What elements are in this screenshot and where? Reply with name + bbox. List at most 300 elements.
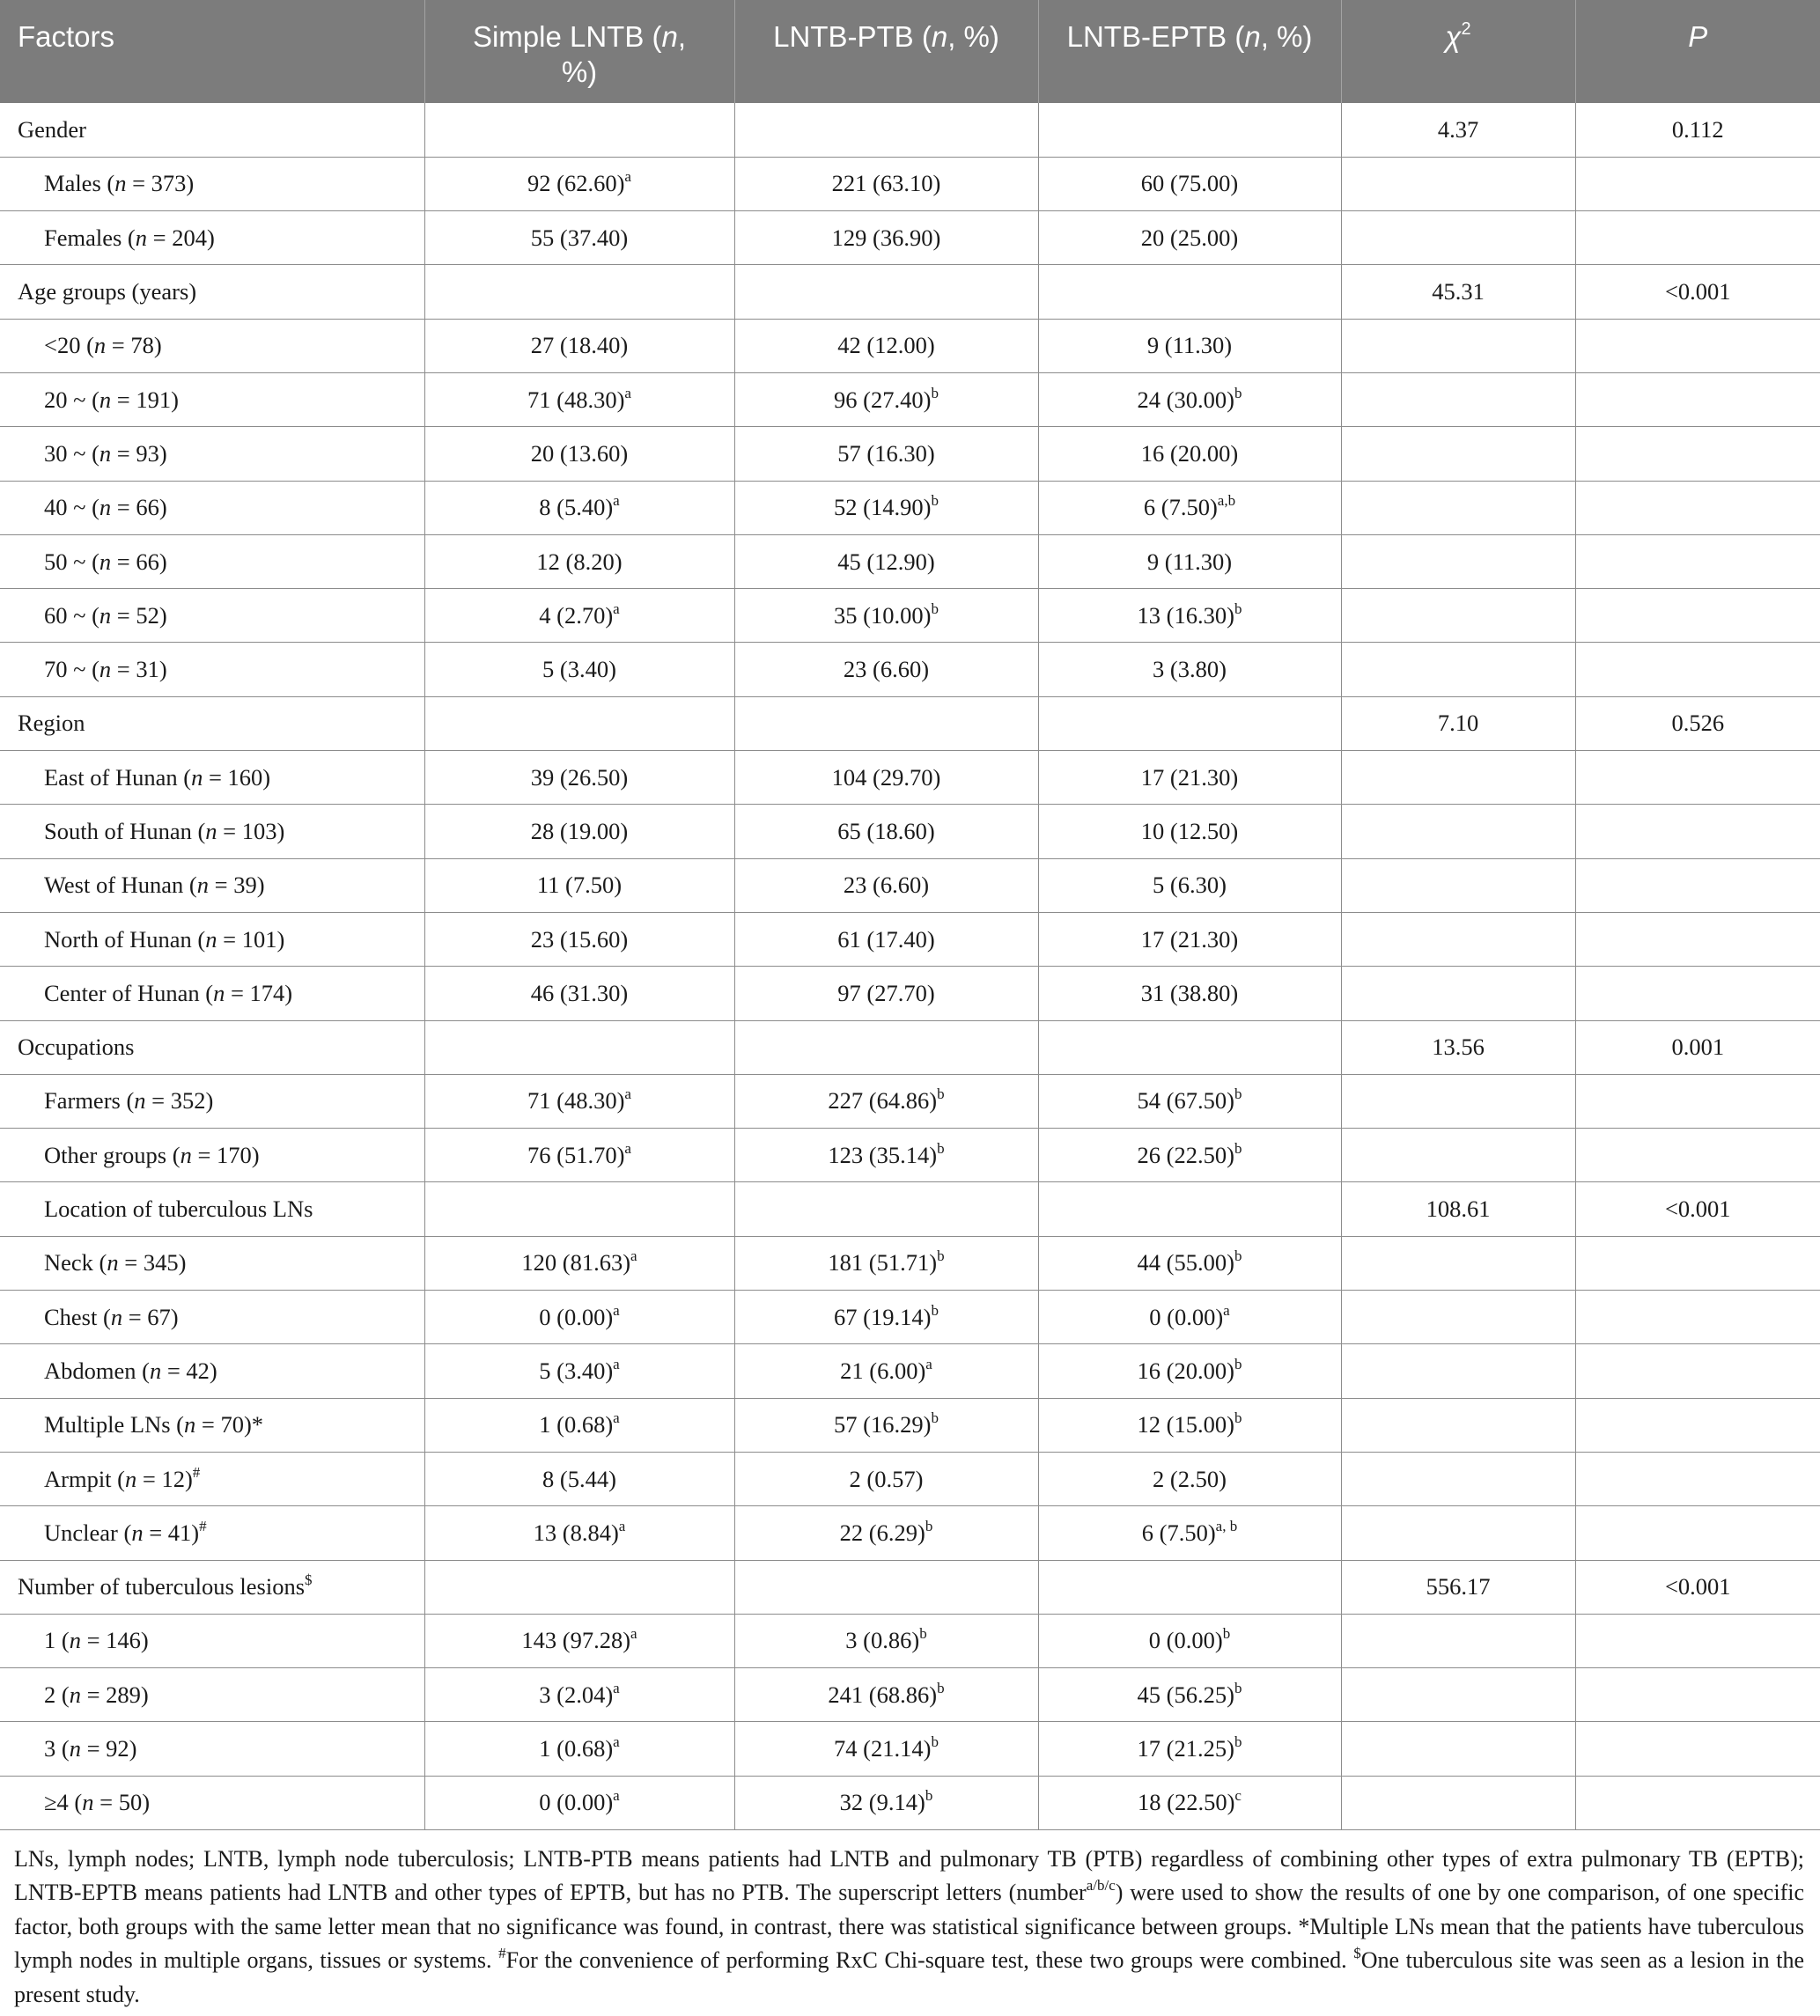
- lntb-eptb-cell: [1038, 319, 1341, 372]
- lntb-ptb-cell-superscript: b: [931, 1409, 939, 1427]
- factor-n-italic: n: [191, 763, 203, 791]
- simple-lntb-cell-superscript: a: [624, 168, 631, 186]
- table-row: [0, 1291, 1820, 1344]
- p-value-cell: [1575, 589, 1820, 643]
- chi-square-cell: [1341, 1452, 1575, 1505]
- factor-label: 3 (: [44, 1735, 70, 1762]
- factor-count: = 191): [111, 386, 179, 413]
- simple-lntb-cell-superscript: a: [624, 1085, 631, 1103]
- footnote-text-2: ) were used to show the results of one by one comparison, of one specific factor, both groups with the same letter mean that no significance was found, in contrast, there was statistical significance between groups. *Multiple LNs mean that the patients have tuberculous lymph nodes in multiple organs, tissues or systems.: [14, 1880, 1804, 1974]
- factor-label: Unclear (: [44, 1519, 132, 1546]
- factor-label: Armpit (: [44, 1465, 125, 1492]
- lntb-eptb-cell: [1038, 967, 1341, 1020]
- factor-count: = 289): [80, 1681, 149, 1708]
- chi-square-cell: [1341, 1291, 1575, 1344]
- simple-lntb-cell: [424, 1560, 734, 1614]
- lntb-ptb-cell-superscript: a: [925, 1355, 932, 1372]
- p-value-cell: [1575, 1560, 1820, 1614]
- factor-count: = 373): [126, 170, 195, 197]
- simple-lntb-cell-superscript: a: [613, 1787, 620, 1805]
- simple-lntb-cell: [424, 1722, 734, 1776]
- p-value-cell: [1575, 481, 1820, 534]
- lntb-eptb-cell-value: 31 (38.80): [1140, 979, 1239, 1006]
- factor-label: Chest (: [44, 1303, 111, 1330]
- factor-footnote-mark: $: [305, 1571, 313, 1589]
- p-value-cell: [1575, 1668, 1820, 1722]
- header-n-italic: n: [931, 20, 948, 53]
- factor-cell: [0, 1668, 424, 1722]
- simple-lntb-cell-value: 76 (51.70): [527, 1141, 625, 1168]
- group-row: [0, 265, 1820, 319]
- chi-square-cell: [1341, 372, 1575, 426]
- lntb-ptb-cell-value: 129 (36.90): [831, 224, 941, 251]
- factor-cell: [0, 481, 424, 534]
- group-row: [0, 1020, 1820, 1074]
- lntb-eptb-cell: [1038, 1560, 1341, 1614]
- simple-lntb-cell-superscript: a: [613, 492, 620, 510]
- factor-label: Age groups (years): [18, 278, 197, 305]
- lntb-eptb-cell: [1038, 1614, 1341, 1667]
- simple-lntb-cell: [424, 319, 734, 372]
- lntb-ptb-cell: [734, 1722, 1038, 1776]
- factor-label: Abdomen (: [44, 1357, 150, 1384]
- lntb-eptb-cell: [1038, 858, 1341, 912]
- lntb-eptb-cell-superscript: b: [1234, 1247, 1242, 1265]
- chi-square-cell: [1341, 265, 1575, 319]
- chi-square-cell: [1341, 643, 1575, 696]
- table-row: [0, 319, 1820, 372]
- lntb-eptb-cell: [1038, 265, 1341, 319]
- simple-lntb-cell: [424, 1074, 734, 1128]
- chi-square-cell: [1341, 1722, 1575, 1776]
- lntb-ptb-cell-superscript: b: [925, 1787, 933, 1805]
- simple-lntb-cell: [424, 1291, 734, 1344]
- lntb-eptb-cell-superscript: b: [1234, 1409, 1242, 1427]
- factor-label: Farmers (: [44, 1087, 135, 1115]
- chi-square-cell: [1341, 319, 1575, 372]
- chi-square-cell: [1341, 967, 1575, 1020]
- simple-lntb-cell-value: 3 (2.04): [539, 1681, 614, 1708]
- lntb-eptb-cell-superscript: b: [1222, 1625, 1231, 1643]
- simple-lntb-cell-value: 23 (15.60): [530, 925, 629, 953]
- factor-n-italic: n: [82, 1789, 94, 1816]
- simple-lntb-cell: [424, 858, 734, 912]
- group-row: [0, 1182, 1820, 1236]
- simple-lntb-cell-value: 5 (3.40): [539, 1357, 614, 1384]
- factor-count: = 12): [136, 1465, 193, 1492]
- chi-square-cell-value: 556.17: [1426, 1573, 1491, 1600]
- lntb-ptb-cell-value: 104 (29.70): [831, 763, 941, 791]
- simple-lntb-cell-value: 120 (81.63): [521, 1249, 631, 1277]
- table-row: [0, 912, 1820, 966]
- lntb-ptb-cell-superscript: b: [919, 1625, 927, 1643]
- table-row: [0, 157, 1820, 210]
- simple-lntb-cell-superscript: a: [613, 1679, 620, 1696]
- lntb-eptb-cell-value: 20 (25.00): [1140, 224, 1239, 251]
- lntb-eptb-cell: [1038, 1776, 1341, 1829]
- lntb-ptb-cell-superscript: b: [925, 1517, 933, 1534]
- simple-lntb-cell: [424, 696, 734, 750]
- footnote-sup-abc: a/b/c: [1086, 1877, 1116, 1895]
- p-value-cell: [1575, 211, 1820, 265]
- lntb-eptb-cell: [1038, 1398, 1341, 1452]
- factor-n-italic: n: [114, 170, 127, 197]
- p-value-cell-value: <0.001: [1664, 1196, 1731, 1223]
- table-row: [0, 1129, 1820, 1182]
- lntb-eptb-cell-superscript: b: [1234, 600, 1242, 617]
- table-row: [0, 1668, 1820, 1722]
- factor-label: Males (: [44, 170, 115, 197]
- lntb-ptb-cell-superscript: b: [931, 600, 939, 617]
- header-factors: [0, 0, 424, 103]
- simple-lntb-cell: [424, 1776, 734, 1829]
- factor-cell: [0, 589, 424, 643]
- factor-n-italic: n: [99, 548, 112, 575]
- factor-n-italic: n: [149, 1357, 162, 1384]
- p-value-cell: [1575, 805, 1820, 858]
- table-footnote: [0, 1830, 1820, 2012]
- header-pct-tail: , %): [561, 20, 687, 89]
- lntb-eptb-cell-value: 9 (11.30): [1146, 332, 1233, 359]
- lntb-ptb-cell-value: 22 (6.29): [839, 1519, 925, 1546]
- lntb-eptb-cell-value: 6 (7.50): [1141, 1519, 1216, 1546]
- lntb-ptb-cell-value: 3 (0.86): [845, 1627, 920, 1654]
- factor-label: ≥4 (: [44, 1789, 83, 1816]
- factor-label: 50 ~ (: [44, 548, 99, 575]
- factor-cell: [0, 157, 424, 210]
- factor-count: = 170): [191, 1141, 260, 1168]
- lntb-eptb-cell: [1038, 534, 1341, 588]
- lntb-ptb-cell: [734, 1560, 1038, 1614]
- table-row: [0, 643, 1820, 696]
- lntb-eptb-cell: [1038, 589, 1341, 643]
- factor-label: 70 ~ (: [44, 656, 99, 683]
- lntb-ptb-cell: [734, 372, 1038, 426]
- factor-count: = 103): [217, 818, 285, 844]
- factor-cell: [0, 1291, 424, 1344]
- simple-lntb-cell: [424, 1668, 734, 1722]
- factor-cell: [0, 103, 424, 157]
- chi-square-cell: [1341, 589, 1575, 643]
- lntb-eptb-cell-value: 26 (22.50): [1137, 1141, 1234, 1168]
- chi-square-cell: [1341, 1614, 1575, 1667]
- factor-n-italic: n: [205, 925, 217, 953]
- lntb-ptb-cell-value: 42 (12.00): [837, 332, 935, 359]
- p-value-cell: [1575, 1452, 1820, 1505]
- lntb-ptb-cell-value: 227 (64.86): [828, 1087, 938, 1115]
- simple-lntb-cell: [424, 372, 734, 426]
- chi-square-cell: [1341, 751, 1575, 805]
- factor-count: = 66): [111, 548, 167, 575]
- factor-cell: [0, 696, 424, 750]
- lntb-ptb-cell: [734, 319, 1038, 372]
- simple-lntb-cell-value: 12 (8.20): [536, 548, 623, 575]
- factor-label: <20 (: [44, 332, 94, 359]
- factor-n-italic: n: [69, 1681, 81, 1708]
- factor-label: Location of tuberculous LNs: [44, 1196, 313, 1223]
- table-row: [0, 481, 1820, 534]
- simple-lntb-cell-value: 8 (5.44): [542, 1465, 616, 1492]
- lntb-eptb-cell: [1038, 481, 1341, 534]
- simple-lntb-cell-value: 71 (48.30): [527, 1087, 625, 1115]
- simple-lntb-cell: [424, 1452, 734, 1505]
- simple-lntb-cell: [424, 157, 734, 210]
- simple-lntb-cell-value: 1 (0.68): [539, 1735, 614, 1762]
- factor-label: South of Hunan (: [44, 818, 206, 844]
- factor-label: Females (: [44, 224, 136, 251]
- factor-count: = 92): [80, 1735, 137, 1762]
- lntb-ptb-cell-superscript: b: [937, 1679, 945, 1696]
- lntb-eptb-cell-superscript: a, b: [1215, 1517, 1238, 1534]
- lntb-eptb-cell-value: 16 (20.00): [1137, 1357, 1234, 1384]
- lntb-ptb-cell: [734, 1129, 1038, 1182]
- header-simple-lntb-text: Simple LNTB (: [472, 20, 662, 53]
- group-row: [0, 103, 1820, 157]
- factor-count: = 204): [147, 224, 215, 251]
- factor-cell: [0, 372, 424, 426]
- lntb-eptb-cell-value: 12 (15.00): [1137, 1411, 1234, 1438]
- chi-square-cell: [1341, 211, 1575, 265]
- simple-lntb-cell-value: 55 (37.40): [530, 224, 629, 251]
- factor-label: 1 (: [44, 1627, 70, 1654]
- factor-label: 60 ~ (: [44, 601, 99, 629]
- simple-lntb-cell-superscript: a: [624, 1139, 631, 1157]
- chi-square-cell: [1341, 1668, 1575, 1722]
- header-lntb-ptb-text: LNTB-PTB (: [773, 20, 932, 53]
- table-row: [0, 1506, 1820, 1560]
- lntb-eptb-cell: [1038, 1452, 1341, 1505]
- simple-lntb-cell-value: 92 (62.60): [527, 170, 625, 197]
- factor-cell: [0, 427, 424, 481]
- lntb-ptb-cell: [734, 751, 1038, 805]
- lntb-ptb-cell-superscript: b: [937, 1085, 945, 1103]
- footnote-text-3: For the convenience of performing RxC Chi-square test, these two groups were combined.: [505, 1947, 1354, 1974]
- lntb-ptb-cell: [734, 858, 1038, 912]
- lntb-ptb-cell-value: 61 (17.40): [837, 925, 935, 953]
- simple-lntb-cell: [424, 805, 734, 858]
- p-value-cell: [1575, 1182, 1820, 1236]
- p-value-cell: [1575, 1614, 1820, 1667]
- factor-n-italic: n: [93, 332, 107, 359]
- lntb-eptb-cell: [1038, 912, 1341, 966]
- table-row: [0, 1236, 1820, 1290]
- lntb-ptb-cell-superscript: b: [937, 1139, 945, 1157]
- simple-lntb-cell: [424, 1020, 734, 1074]
- lntb-ptb-cell: [734, 265, 1038, 319]
- simple-lntb-cell-superscript: a: [630, 1625, 637, 1643]
- factor-label: Other groups (: [44, 1141, 181, 1168]
- lntb-eptb-cell: [1038, 1506, 1341, 1560]
- simple-lntb-cell: [424, 103, 734, 157]
- lntb-eptb-cell: [1038, 751, 1341, 805]
- simple-lntb-cell: [424, 211, 734, 265]
- simple-lntb-cell: [424, 1236, 734, 1290]
- chi-square-cell-value: 4.37: [1437, 115, 1479, 143]
- simple-lntb-cell: [424, 643, 734, 696]
- factor-n-italic: n: [184, 1411, 196, 1438]
- simple-lntb-cell-value: 1 (0.68): [539, 1411, 614, 1438]
- header-n-italic: n: [1244, 20, 1261, 53]
- lntb-eptb-cell: [1038, 1182, 1341, 1236]
- lntb-ptb-cell: [734, 534, 1038, 588]
- chi-square-cell: [1341, 1074, 1575, 1128]
- factor-n-italic: n: [196, 872, 210, 899]
- chi-exponent: 2: [1461, 19, 1471, 39]
- lntb-eptb-cell-value: 0 (0.00): [1148, 1627, 1223, 1654]
- lntb-eptb-cell-value: 5 (6.30): [1153, 872, 1227, 899]
- factor-cell: [0, 643, 424, 696]
- factor-cell: [0, 751, 424, 805]
- chi-square-cell-value: 13.56: [1432, 1034, 1485, 1061]
- p-value-cell: [1575, 912, 1820, 966]
- factor-cell: [0, 912, 424, 966]
- simple-lntb-cell: [424, 1182, 734, 1236]
- simple-lntb-cell-superscript: a: [613, 1409, 620, 1427]
- lntb-ptb-cell-value: 21 (6.00): [840, 1357, 926, 1384]
- factor-n-italic: n: [99, 601, 112, 629]
- table-row: [0, 1722, 1820, 1776]
- group-row: [0, 696, 1820, 750]
- simple-lntb-cell-value: 13 (8.84): [533, 1519, 619, 1546]
- factor-label: Center of Hunan (: [44, 979, 214, 1006]
- simple-lntb-cell: [424, 967, 734, 1020]
- factor-count: = 160): [203, 763, 271, 791]
- table-row: [0, 751, 1820, 805]
- lntb-eptb-cell-value: 60 (75.00): [1140, 170, 1239, 197]
- lntb-ptb-cell: [734, 481, 1038, 534]
- lntb-ptb-cell-value: 35 (10.00): [834, 601, 932, 629]
- p-value-cell-value: <0.001: [1664, 1573, 1731, 1600]
- lntb-ptb-cell: [734, 1074, 1038, 1128]
- table-row: [0, 372, 1820, 426]
- lntb-eptb-cell: [1038, 643, 1341, 696]
- lntb-eptb-cell-value: 17 (21.30): [1140, 925, 1239, 953]
- factor-footnote-mark: #: [192, 1463, 201, 1481]
- lntb-ptb-cell: [734, 1020, 1038, 1074]
- lntb-ptb-cell-value: 32 (9.14): [839, 1789, 925, 1816]
- lntb-eptb-cell-value: 17 (21.25): [1137, 1735, 1234, 1762]
- factor-n-italic: n: [180, 1141, 192, 1168]
- simple-lntb-cell: [424, 912, 734, 966]
- factor-count: = 146): [80, 1627, 149, 1654]
- lntb-eptb-cell-value: 24 (30.00): [1137, 386, 1234, 413]
- p-value-cell: [1575, 643, 1820, 696]
- simple-lntb-cell-value: 71 (48.30): [527, 386, 625, 413]
- simple-lntb-cell: [424, 265, 734, 319]
- simple-lntb-cell: [424, 1344, 734, 1398]
- lntb-eptb-cell-value: 17 (21.30): [1140, 763, 1239, 791]
- p-value-cell-value: 0.001: [1671, 1034, 1725, 1061]
- lntb-ptb-cell-value: 123 (35.14): [828, 1141, 938, 1168]
- p-value-cell: [1575, 1236, 1820, 1290]
- factor-label: 40 ~ (: [44, 494, 99, 521]
- factor-footnote-mark: #: [199, 1517, 207, 1534]
- header-lntb-eptb-text: LNTB-EPTB (: [1066, 20, 1245, 53]
- factor-label: East of Hunan (: [44, 763, 192, 791]
- p-value-cell: [1575, 858, 1820, 912]
- factor-label: Multiple LNs (: [44, 1411, 184, 1438]
- chi-square-cell: [1341, 858, 1575, 912]
- lntb-ptb-cell-superscript: b: [931, 492, 939, 510]
- chi-square-cell-value: 108.61: [1426, 1196, 1491, 1223]
- lntb-ptb-cell: [734, 696, 1038, 750]
- header-lntb-eptb: [1038, 0, 1341, 103]
- lntb-ptb-cell: [734, 912, 1038, 966]
- table-row: [0, 967, 1820, 1020]
- lntb-ptb-cell-value: 67 (19.14): [834, 1303, 932, 1330]
- lntb-eptb-cell-superscript: b: [1234, 384, 1242, 401]
- footnote-sup-hash: #: [498, 1945, 506, 1962]
- factor-n-italic: n: [131, 1519, 144, 1546]
- simple-lntb-cell: [424, 534, 734, 588]
- chi-square-cell: [1341, 1236, 1575, 1290]
- header-simple-lntb: [424, 0, 734, 103]
- factor-cell: [0, 1236, 424, 1290]
- p-label: P: [1688, 20, 1708, 53]
- chi-square-cell: [1341, 1506, 1575, 1560]
- table-row: [0, 589, 1820, 643]
- group-row: [0, 1560, 1820, 1614]
- lntb-ptb-cell: [734, 805, 1038, 858]
- factor-cell: [0, 1182, 424, 1236]
- factor-label: 30 ~ (: [44, 439, 99, 467]
- footnote-text-1: LNs, lymph nodes; LNTB, lymph node tuberculosis; LNTB-PTB means patients had LNTB and pulmonary TB (PTB) regardless of combining other types of extra pulmonary TB (EPTB); LNTB-EPTB means patients had LNTB and other types of EPTB, but has no PTB. The superscript letters (number: [14, 1846, 1804, 1906]
- table-row: [0, 1344, 1820, 1398]
- factor-label: Number of tuberculous lesions: [18, 1573, 306, 1600]
- factor-n-italic: n: [213, 979, 225, 1006]
- table-row: [0, 1452, 1820, 1505]
- p-value-cell: [1575, 1344, 1820, 1398]
- p-value-cell: [1575, 1776, 1820, 1829]
- table-row: [0, 1614, 1820, 1667]
- factor-cell: [0, 211, 424, 265]
- table-row: [0, 805, 1820, 858]
- factor-cell: [0, 1452, 424, 1505]
- lntb-ptb-cell: [734, 1506, 1038, 1560]
- simple-lntb-cell-value: 143 (97.28): [521, 1627, 631, 1654]
- p-value-cell: [1575, 696, 1820, 750]
- factor-cell: [0, 967, 424, 1020]
- lntb-ptb-cell-value: 181 (51.71): [828, 1249, 938, 1277]
- p-value-cell: [1575, 103, 1820, 157]
- simple-lntb-cell-superscript: a: [630, 1247, 637, 1265]
- table-row: [0, 1074, 1820, 1128]
- factor-cell: [0, 1722, 424, 1776]
- lntb-ptb-cell-value: 57 (16.30): [837, 439, 935, 467]
- simple-lntb-cell-value: 0 (0.00): [539, 1303, 614, 1330]
- simple-lntb-cell-value: 39 (26.50): [530, 763, 629, 791]
- lntb-eptb-cell: [1038, 1668, 1341, 1722]
- simple-lntb-cell-value: 28 (19.00): [530, 818, 629, 844]
- lntb-eptb-cell-superscript: c: [1234, 1787, 1242, 1805]
- factor-cell: [0, 1776, 424, 1829]
- factor-n-italic: n: [69, 1627, 81, 1654]
- header-pct-tail: , %): [1260, 20, 1313, 53]
- simple-lntb-cell: [424, 1129, 734, 1182]
- p-value-cell: [1575, 427, 1820, 481]
- lntb-eptb-cell: [1038, 103, 1341, 157]
- lntb-ptb-cell: [734, 643, 1038, 696]
- lntb-ptb-cell: [734, 211, 1038, 265]
- factor-n-italic: n: [135, 224, 148, 251]
- lntb-ptb-cell-superscript: b: [931, 1733, 939, 1751]
- factor-label: Gender: [18, 115, 86, 143]
- simple-lntb-cell-value: 5 (3.40): [542, 656, 616, 683]
- lntb-ptb-cell-value: 45 (12.90): [837, 548, 935, 575]
- p-value-cell: [1575, 751, 1820, 805]
- lntb-eptb-cell-superscript: b: [1234, 1139, 1242, 1157]
- factor-count: = 345): [118, 1249, 187, 1277]
